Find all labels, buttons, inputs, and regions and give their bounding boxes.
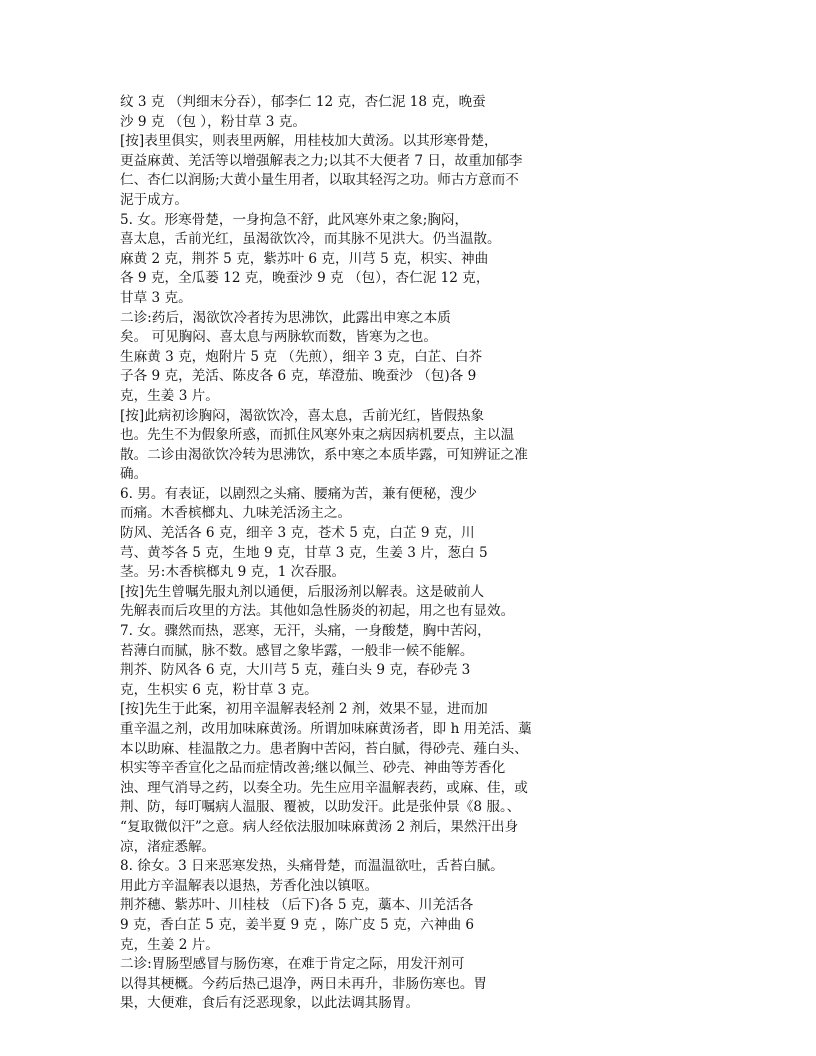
text-line: 以得其梗概。今药后热己退净，两日未再升，非肠伤寒也。胃 bbox=[120, 975, 488, 992]
text-line: 苔薄白而腻，脉不数。感冒之象毕露，一般非一候不能解。 bbox=[120, 642, 474, 659]
text-line: 生麻黄 3 克，炮附片 5 克 （先煎），细辛 3 克，白芷、白芥 bbox=[120, 348, 483, 365]
text-line: 荆、防，每叮嘱病人温服、覆被，以助发汗。此是张仲景《8 服。、 bbox=[120, 799, 521, 816]
text-line: 凉，渚症悉解。 bbox=[120, 838, 216, 855]
text-line: [按]此病初诊胸闷，渴欲饮冷，喜太息，舌前光红，皆假热象 bbox=[120, 407, 485, 424]
text-line: 矣。 可见胸闷、喜太息与两脉软而数，皆寒为之也。 bbox=[120, 329, 437, 346]
text-line: 本以助麻、桂温散之力。患者胸中苦闷，苔白腻，得砂壳、薤白头、 bbox=[120, 740, 528, 757]
text-line: 散。二诊由渴欲饮冷转为思沸饮，系中寒之本质毕露，可知辨证之准 bbox=[120, 446, 528, 463]
text-line: 荆芥穗、紫苏叶、川桂枝 （后下)各 5 克，藁本、川羌活各 bbox=[120, 897, 474, 914]
text-line: 喜太息，舌前光红，虽渴欲饮冷，而其脉不见洪大。仍当温散。 bbox=[120, 231, 501, 248]
text-line: 荆芥、防风各 6 克，大川芎 5 克，薤白头 9 克，春砂壳 3 bbox=[120, 662, 471, 679]
case-6-heading: 6. 男。有表证，以剧烈之头痛、腰痛为苦，兼有便秘，溲少 bbox=[120, 485, 478, 502]
text-line: 9 克，香白芷 5 克，姜半夏 9 克 ，陈广皮 5 克，六神曲 6 bbox=[120, 916, 475, 933]
text-line: 麻黄 2 克，荆芥 5 克，紫苏叶 6 克，川芎 5 克，枳实、神曲 bbox=[120, 250, 489, 267]
text-line: [按]先生曾嘱先服丸剂以通便，后服汤剂以解表。这是破前人 bbox=[120, 583, 485, 600]
text-line: 更益麻黄、羌活等以增强解表之力;以其不大便者 7 日，故重加郁李 bbox=[120, 152, 523, 169]
text-line: 仁、杏仁以润肠;大黄小量生用者，以取其轻泻之功。师古方意而不 bbox=[120, 172, 519, 189]
text-line: 重辛温之剂，改用加味麻黄汤。所谓加味麻黄汤者，即 h 用羌活、藁 bbox=[120, 721, 532, 737]
text-line: 也。先生不为假象所惑，而抓住风寒外束之病因病机要点，主以温 bbox=[120, 427, 515, 444]
text-line: 芎、黄芩各 5 克，生地 9 克，甘草 3 克，生姜 3 片，葱白 5 bbox=[120, 544, 488, 561]
case-8-heading: 8. 徐女。3 日来恶寒发热，头痛骨楚，而温温欲吐，舌苔白腻。 bbox=[120, 858, 504, 875]
text-line: 果，大便难，食后有泛恶现象，以此法调其肠胃。 bbox=[120, 995, 420, 1012]
text-line: 甘草 3 克。 bbox=[120, 289, 192, 306]
case-5-heading: 5. 女。形寒骨楚，一身拘急不舒，此风寒外束之象;胸闷， bbox=[120, 211, 469, 228]
text-line: 各 9 克，全瓜蒌 12 克，晚蚕沙 9 克 （包），杏仁泥 12 克， bbox=[120, 270, 490, 287]
document-page bbox=[120, 93, 560, 1014]
text-line: 克，生姜 2 片。 bbox=[120, 936, 219, 953]
text-line: 枳实等辛香宣化之品而症情改善;继以佩兰、砂壳、神曲等芳香化 bbox=[120, 760, 506, 777]
text-line: 而痛。木香槟榔丸、九味羌活汤主之。 bbox=[120, 505, 352, 522]
text-line: “复取微似汗”之意。病人经依法服加味麻黄汤 2 剂后，果然汗出身 bbox=[120, 818, 519, 835]
text-line: 浊、理气消导之药，以奏全功。先生应用辛温解表药，或麻、佳，或 bbox=[120, 779, 528, 796]
text-line: 先解表而后攻里的方法。其他如急性肠炎的初起，用之也有显效。 bbox=[120, 603, 515, 620]
text-line: 防风、羌活各 6 克，细辛 3 克，苍术 5 克，白芷 9 克，川 bbox=[120, 525, 475, 542]
text-line: 确。 bbox=[120, 466, 148, 483]
text-line: 用此方辛温解表以退热，芳香化浊以镇呕。 bbox=[120, 877, 379, 894]
text-line: 二诊:胃肠型感冒与肠伤寒，在难于肯定之际，用发汗剂可 bbox=[120, 956, 465, 973]
text-line: 克，生枳实 6 克，粉甘草 3 克。 bbox=[120, 681, 318, 698]
text-line: [按]先生于此案，初用辛温解表轻剂 2 剂，效果不显，进而加 bbox=[120, 701, 488, 718]
text-line: 纹 3 克 （判细末分吞），郁李仁 12 克，杏仁泥 18 克，晚蚕 bbox=[120, 94, 486, 110]
text-line: 二诊:药后，渴欲饮冷者抟为思沸饮，此露出申寒之本质 bbox=[120, 309, 451, 326]
text-line: 沙 9 克 （包 ），粉甘草 3 克。 bbox=[120, 113, 306, 130]
case-7-heading: 7. 女。骤然而热，恶寒，无汗，头痛，一身酸楚，胸中苦闷， bbox=[120, 623, 491, 640]
text-line: 茎。另:木香槟榔丸 9 克，1 次吞服。 bbox=[120, 564, 346, 581]
text-line: 泥于成方。 bbox=[120, 191, 188, 208]
text-line: 子各 9 克，羌活、陈皮各 6 克，荜澄茄、晚蚕沙 （包)各 9 bbox=[120, 368, 477, 385]
text-line: 克，生姜 3 片。 bbox=[120, 387, 219, 404]
text-line: [按]表里俱实，则表里两解，用桂枝加大黄汤。以其形寒骨楚， bbox=[120, 133, 498, 150]
